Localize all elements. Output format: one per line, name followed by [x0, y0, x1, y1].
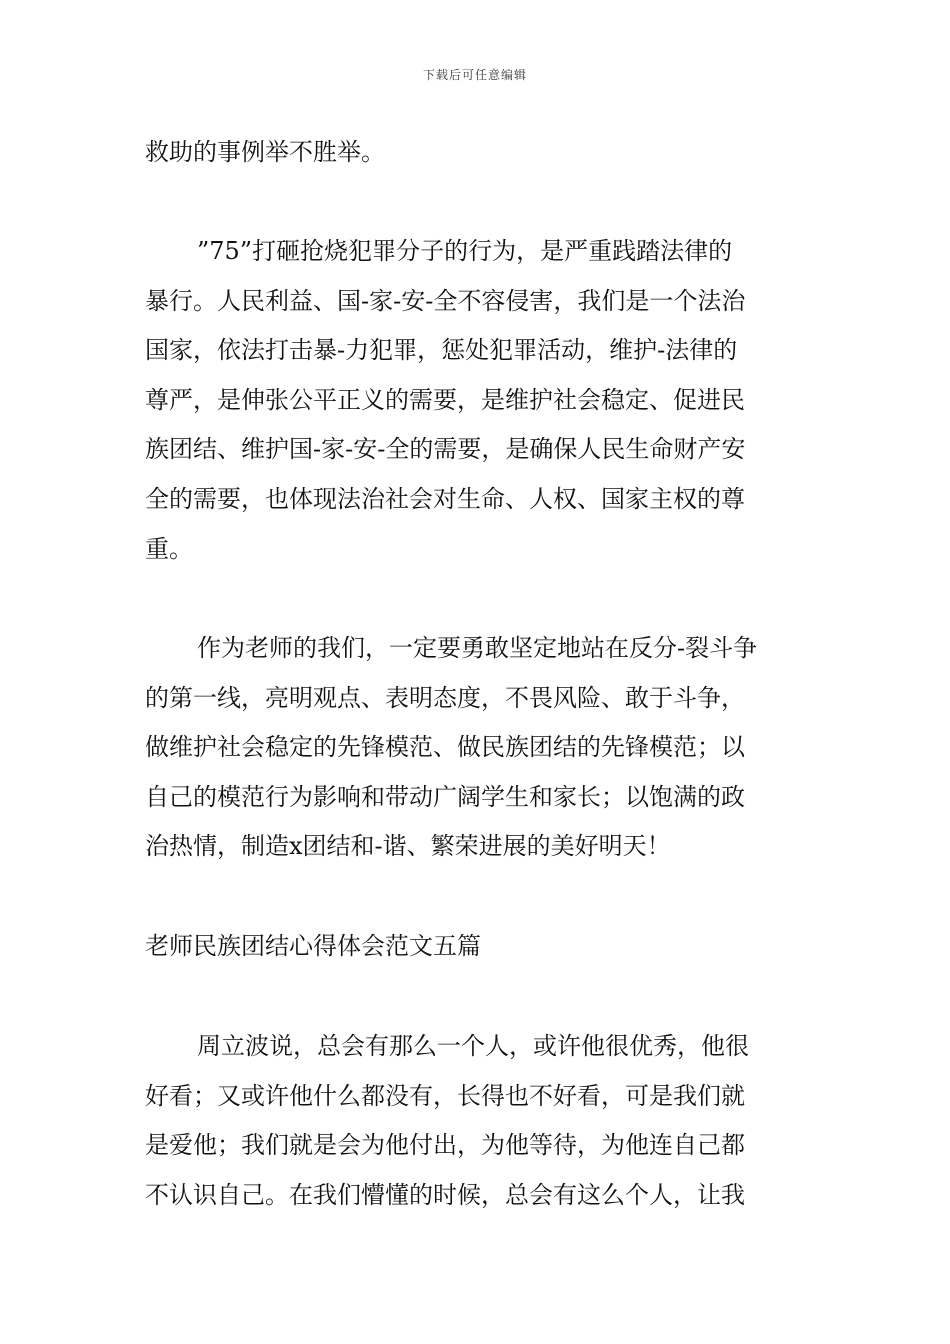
text-line: 是爱他；我们就是会为他付出，为他等待，为他连自己都 [145, 1131, 745, 1160]
text-line: 自己的模范行为影响和带动广阔学生和家长；以饱满的政 [145, 782, 745, 811]
text-line: 族团结、维护国-家-安-全的需要，是确保人民生命财产安 [145, 435, 746, 464]
paragraph [145, 128, 385, 178]
text-line: 不认识自己。在我们懵懂的时候，总会有这么个人，让我 [145, 1180, 745, 1209]
paragraph [145, 624, 757, 872]
paragraph [145, 1022, 749, 1220]
text-line: 做维护社会稳定的先锋模范、做民族团结的先锋模范；以 [145, 733, 745, 762]
text-line: 治热情，制造x团结和-谐、繁荣进展的美好明天！ [145, 832, 671, 861]
text-line: 作为老师的我们，一定要勇敢坚定地站在反分-裂斗争 [197, 634, 758, 662]
text-line: 全的需要，也体现法治社会对生命、人权、国家主权的尊 [145, 484, 745, 513]
text-line: 暴行。人民利益、国-家-安-全不容侵害，我们是一个法治 [145, 286, 746, 315]
section-heading [145, 922, 481, 972]
text-line: 周立波说，总会有那么一个人，或许他很优秀，他很 [197, 1032, 749, 1060]
text-line: ”75”打砸抢烧犯罪分子的行为，是严重践踏法律的 [197, 237, 733, 265]
text-line: 好看；又或许他什么都没有，长得也不好看，可是我们就 [145, 1081, 745, 1110]
text-line: 救助的事例举不胜举。 [145, 138, 385, 166]
text-line: 尊严，是伸张公平正义的需要，是维护社会稳定、促进民 [145, 385, 745, 414]
text-line: 老师民族团结心得体会范文五篇 [145, 932, 481, 960]
text-line: 的第一线，亮明观点、表明态度，不畏风险、敢于斗争， [145, 683, 745, 712]
text-line: 重。 [145, 534, 193, 563]
paragraph [145, 227, 745, 574]
text-line: 国家，依法打击暴-力犯罪，惩处犯罪活动，维护-法律的 [145, 336, 738, 365]
page-header: 下载后可任意编辑 [422, 68, 527, 82]
